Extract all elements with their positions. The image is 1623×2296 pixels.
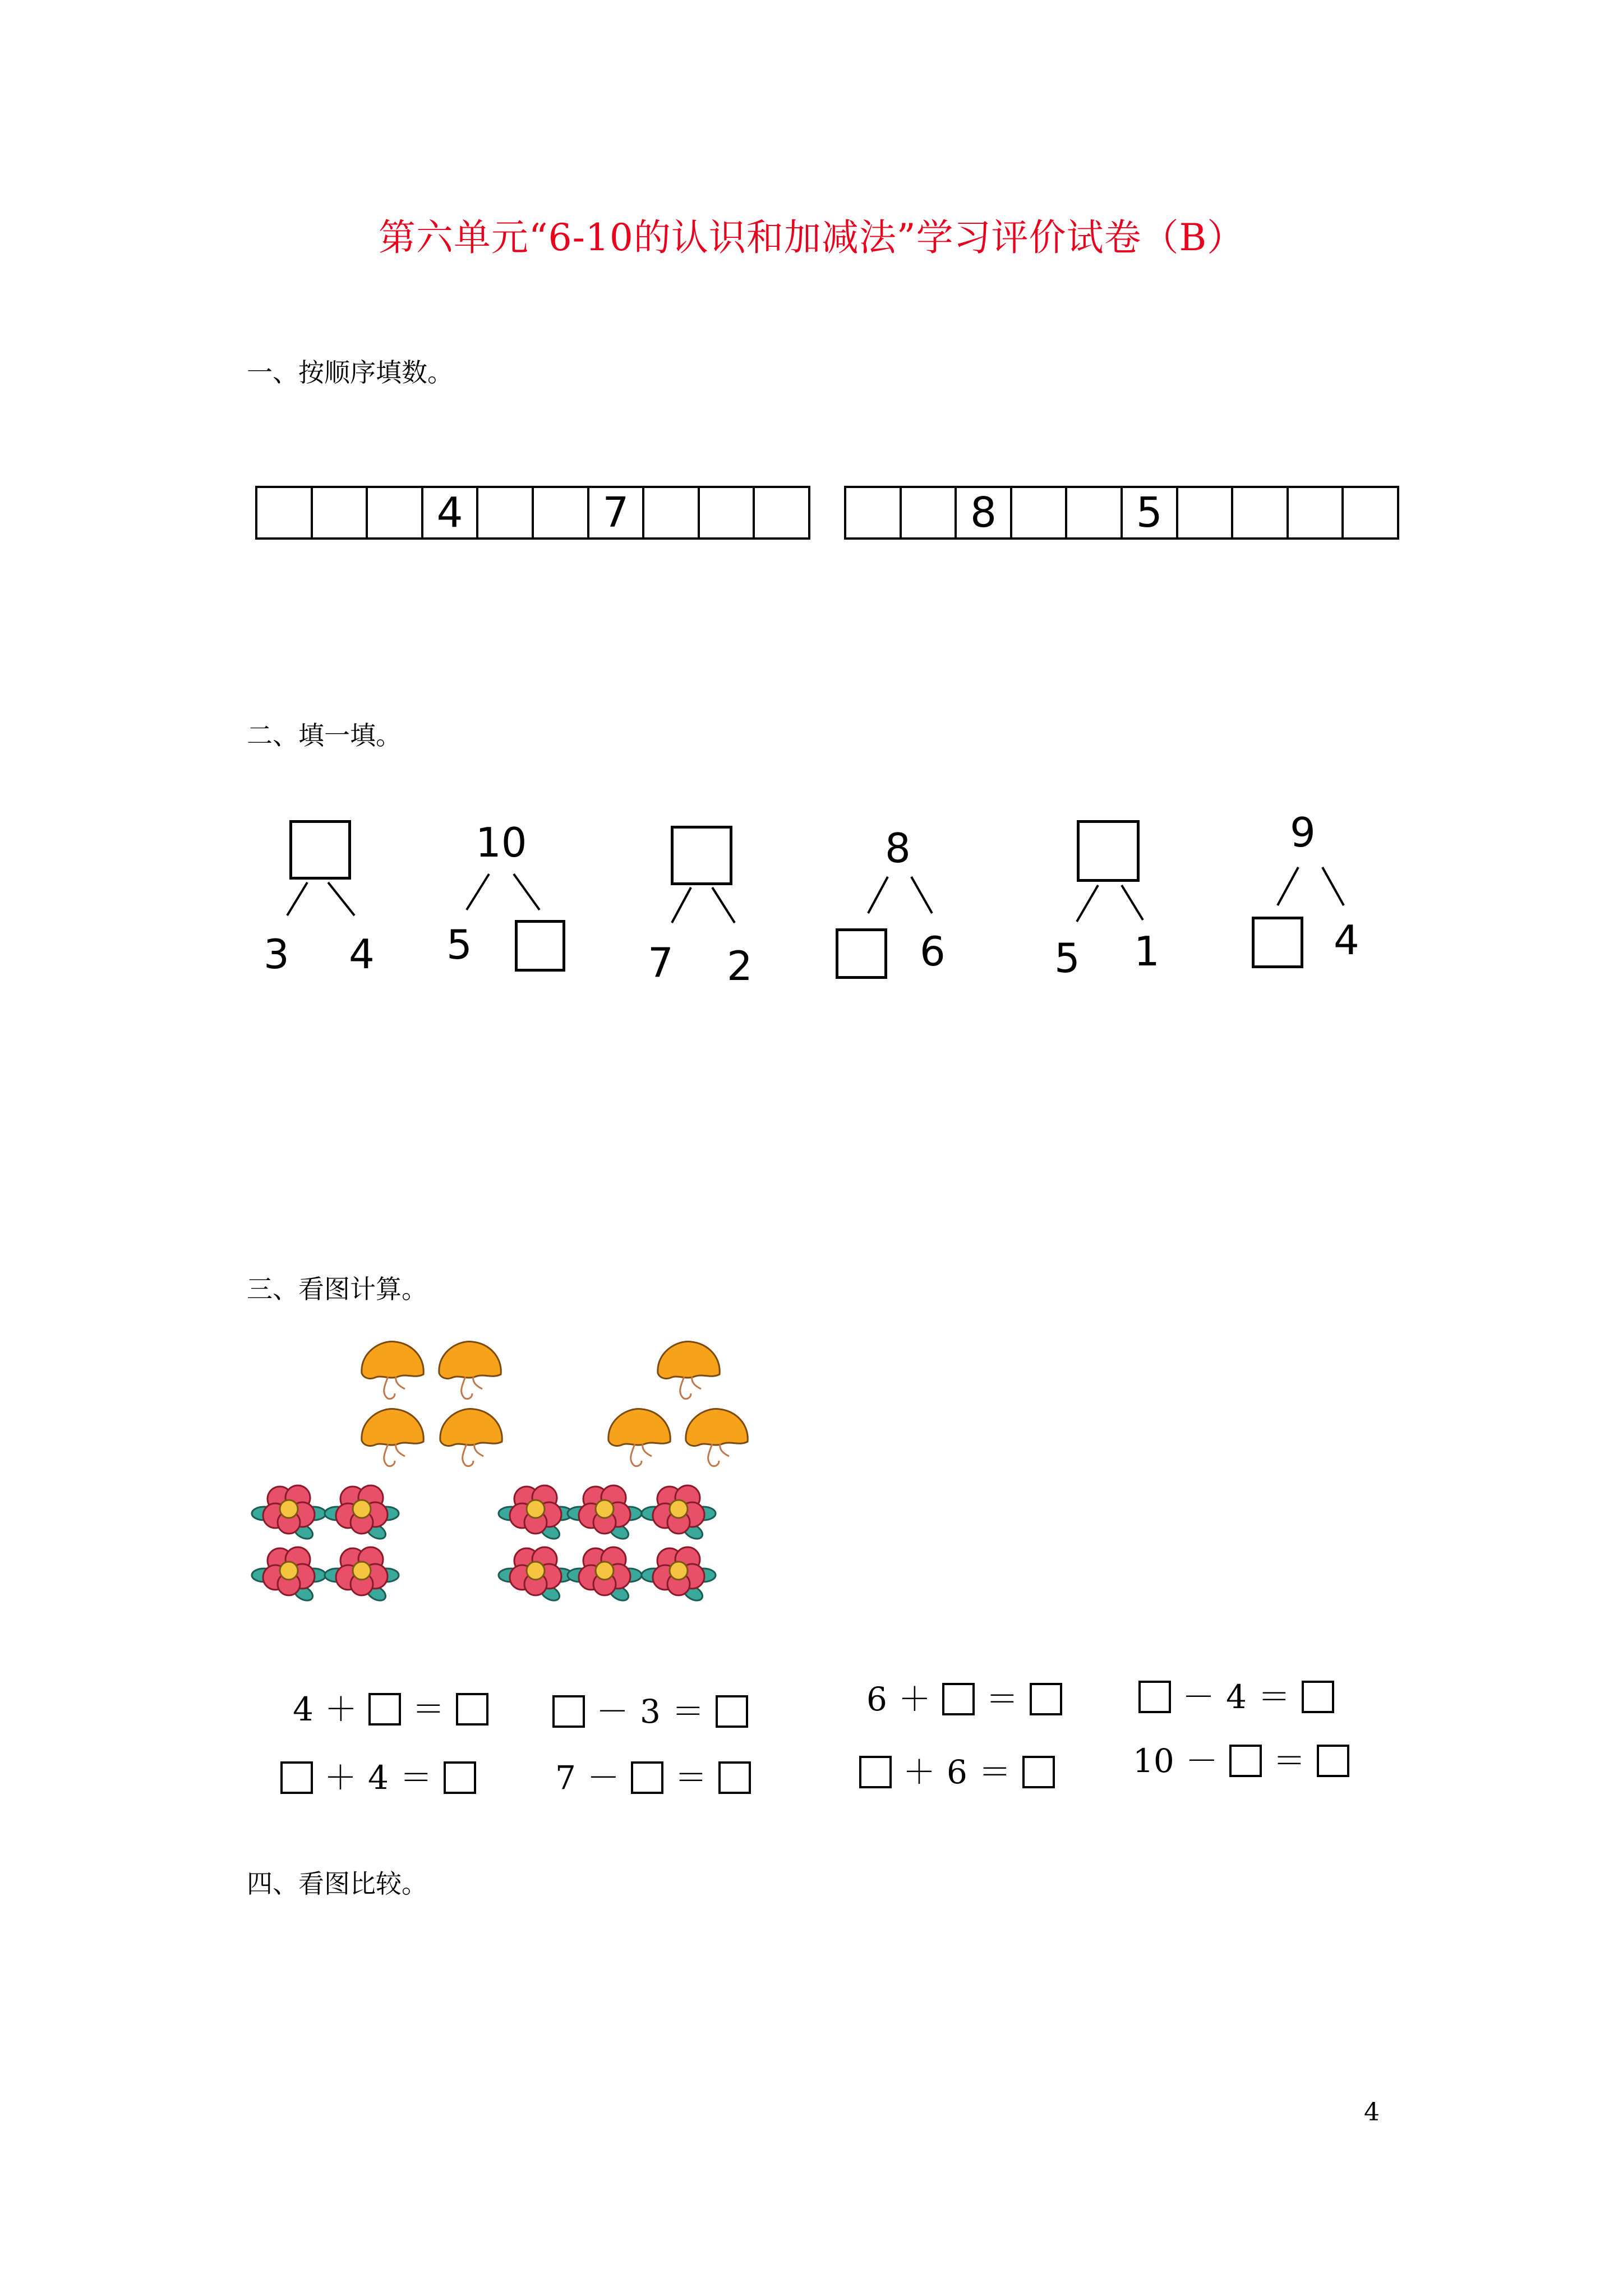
page-number: 4 bbox=[1364, 2098, 1380, 2127]
equation-equals: ＝ bbox=[671, 1692, 704, 1731]
equation-equals: ＝ bbox=[985, 1680, 1018, 1718]
equation-4 bbox=[1133, 1678, 1340, 1716]
equation-operator: － bbox=[1185, 1742, 1218, 1780]
equation-operand: 4 bbox=[293, 1690, 313, 1728]
answer-box[interactable] bbox=[280, 1761, 313, 1794]
section-4-heading: 四、看图比较。 bbox=[247, 1869, 427, 1899]
answer-box[interactable] bbox=[456, 1693, 488, 1726]
section-3-heading: 三、看图计算。 bbox=[247, 1274, 427, 1304]
bond-left-number: 5 bbox=[1054, 935, 1080, 982]
equation-operand: 6 bbox=[866, 1680, 887, 1718]
answer-box[interactable] bbox=[1030, 1683, 1062, 1715]
equation-1 bbox=[287, 1690, 494, 1728]
equation-3 bbox=[861, 1680, 1068, 1718]
section-1-heading: 一、按顺序填数。 bbox=[247, 357, 453, 388]
equation-operand: 4 bbox=[368, 1759, 389, 1797]
bond-top-number: 10 bbox=[476, 819, 527, 866]
answer-box[interactable] bbox=[718, 1761, 751, 1794]
answer-box[interactable] bbox=[368, 1693, 401, 1726]
mushroom-icon bbox=[362, 1342, 748, 1466]
answer-box[interactable] bbox=[859, 1756, 892, 1788]
answer-box[interactable] bbox=[1302, 1681, 1334, 1713]
sequence-cell: 8 bbox=[957, 488, 1012, 537]
equation-5 bbox=[275, 1759, 482, 1797]
equation-6 bbox=[550, 1759, 757, 1797]
equation-equals: ＝ bbox=[1272, 1742, 1306, 1780]
equation-equals: ＝ bbox=[1257, 1678, 1290, 1716]
answer-box[interactable] bbox=[444, 1761, 476, 1794]
bond-top-number: 8 bbox=[885, 825, 911, 872]
equation-2 bbox=[547, 1692, 754, 1731]
equation-equals: ＝ bbox=[399, 1759, 432, 1797]
equation-operator: ＋ bbox=[903, 1753, 936, 1791]
equation-operand: 7 bbox=[555, 1759, 576, 1797]
equation-equals: ＝ bbox=[412, 1690, 445, 1728]
answer-box[interactable] bbox=[1022, 1756, 1055, 1788]
equation-7 bbox=[854, 1753, 1061, 1791]
equation-operator: ＋ bbox=[898, 1680, 931, 1718]
section-2-heading: 二、填一填。 bbox=[247, 720, 402, 751]
answer-box[interactable] bbox=[716, 1695, 748, 1728]
sequence-cell: 4 bbox=[423, 488, 479, 537]
equation-operator: － bbox=[587, 1759, 620, 1797]
page-title: 第六单元“6-10的认识和加减法”学习评价试卷（B） bbox=[378, 216, 1245, 259]
equation-operator: － bbox=[596, 1692, 629, 1731]
sequence-cell: 5 bbox=[1123, 488, 1178, 537]
answer-box[interactable] bbox=[942, 1683, 975, 1715]
answer-box[interactable] bbox=[631, 1761, 663, 1794]
bond-right-number: 4 bbox=[1334, 917, 1359, 964]
bond-top-number: 9 bbox=[1290, 809, 1316, 856]
equation-operand: 10 bbox=[1133, 1742, 1174, 1780]
equation-operator: ＋ bbox=[324, 1690, 357, 1728]
answer-box[interactable] bbox=[1317, 1745, 1349, 1777]
equation-operand: 3 bbox=[640, 1692, 661, 1731]
equation-operator: ＋ bbox=[324, 1759, 357, 1797]
answer-box[interactable] bbox=[552, 1695, 585, 1728]
bond-right-number: 6 bbox=[920, 928, 946, 975]
equation-operand: 6 bbox=[947, 1753, 967, 1791]
bond-left-number: 3 bbox=[264, 931, 289, 978]
equation-equals: ＝ bbox=[978, 1753, 1011, 1791]
bond-right-number: 4 bbox=[349, 931, 375, 978]
flower-icon bbox=[252, 1485, 716, 1604]
bond-right-number: 2 bbox=[727, 942, 753, 990]
equation-8 bbox=[1127, 1742, 1355, 1780]
equation-operand: 4 bbox=[1226, 1678, 1247, 1716]
equation-operator: － bbox=[1182, 1678, 1215, 1716]
equation-equals: ＝ bbox=[674, 1759, 707, 1797]
sequence-cell: 7 bbox=[589, 488, 645, 537]
answer-box[interactable] bbox=[1229, 1745, 1262, 1777]
bond-right-number: 1 bbox=[1134, 928, 1160, 975]
answer-box[interactable] bbox=[1138, 1681, 1171, 1713]
bond-left-number: 5 bbox=[446, 921, 472, 968]
bond-left-number: 7 bbox=[648, 939, 674, 986]
